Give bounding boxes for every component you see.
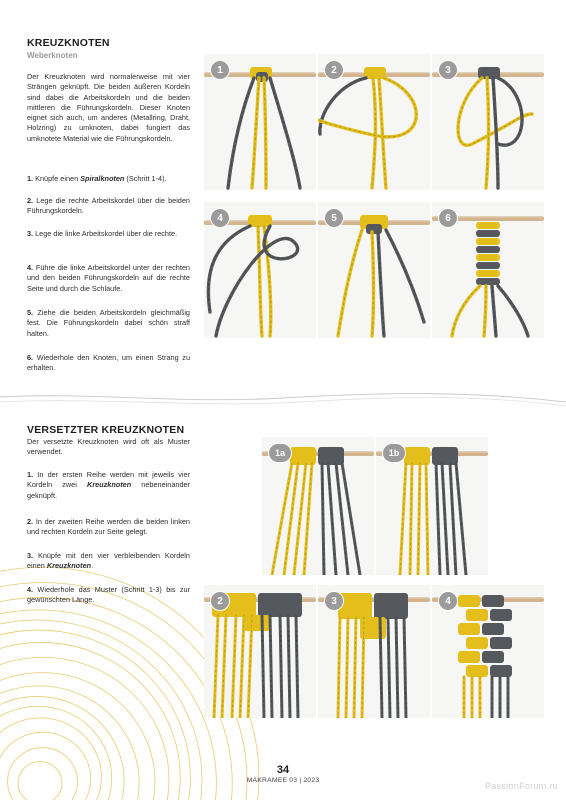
wavy-divider (0, 388, 566, 414)
step-badge-4: 4 (210, 208, 230, 228)
photo-step-5 (318, 202, 430, 338)
kreuzknoten-step-2: 2. Lege die rechte Arbeitskordel über die beiden Führungskordeln. (27, 196, 190, 216)
step-badge-v3: 3 (324, 591, 344, 611)
step-badge-5: 5 (324, 208, 344, 228)
page-number: 34 (276, 764, 290, 776)
kreuzknoten-step-6: 6. Wiederhole den Knoten, um einen Strang zu erhalten. (27, 353, 190, 373)
versetzter-step-1: 1. In der ersten Reihe werden mit jeweils vier Kordeln zwei Kreuzknoten nebeneinander geknüpft. (27, 470, 190, 500)
step-badge-v4: 4 (438, 591, 458, 611)
step-badge-3: 3 (438, 60, 458, 80)
photo-step-v3 (318, 585, 430, 718)
step-badge-v2: 2 (210, 591, 230, 611)
photo-step-2 (318, 54, 430, 190)
step-badge-1b: 1b (382, 443, 406, 463)
kreuzknoten-step-5: 5. Ziehe die beiden Arbeitskordeln gleichmäßig fest. Die Führungskordeln dabei schön straff halten. (27, 308, 190, 338)
photo-step-1a (262, 437, 374, 575)
photo-step-v4 (432, 585, 544, 718)
photo-step-v2 (204, 585, 316, 718)
photo-step-6 (432, 202, 544, 338)
versetzter-step-2: 2. In der zweiten Reihe werden die beiden linken und rechten Kordeln zur Seite gelegt. (27, 517, 190, 537)
step-badge-6: 6 (438, 208, 458, 228)
photo-step-3 (432, 54, 544, 190)
magazine-issue: MAKRAMEE 03 | 2023 (246, 777, 320, 784)
photo-step-1b (376, 437, 488, 575)
section-title-kreuzknoten: KREUZKNOTEN (27, 37, 110, 49)
kreuzknoten-step-1: 1. Knüpfe einen Spiralknoten (Schritt 1-4). (27, 174, 167, 183)
photo-step-1 (204, 54, 316, 190)
section-subtitle-weberknoten: Weberknoten (27, 51, 78, 60)
photo-step-4 (204, 202, 316, 338)
step-badge-2: 2 (324, 60, 344, 80)
watermark: PassionForum.ru (484, 781, 558, 791)
kreuzknoten-step-3: 3. Lege die linke Arbeitskordel über die rechte. (27, 229, 178, 238)
step-badge-1: 1 (210, 60, 230, 80)
kreuzknoten-step-4: 4. Führe die linke Arbeitskordel unter der rechten und den beiden Führungskordeln auf die rechte Seite und durch die Schlaufe. (27, 263, 190, 293)
section-title-versetzter-kreuzknoten: VERSETZTER KREUZKNOTEN (27, 424, 185, 436)
versetzter-step-3: 3. Knüpfe mit den vier verbleibenden Kordeln einen Kreuzknoten. (27, 551, 190, 571)
step-badge-1a: 1a (268, 443, 292, 463)
versetzter-intro: Der versetzte Kreuzknoten wird oft als Muster verwendet. (27, 437, 190, 457)
kreuzknoten-intro: Der Kreuzknoten wird normalerweise mit vier Strängen geknüpft. Die beiden äußeren Kordeln sind dabei die Arbeitskordeln und die beiden mittleren die Führungskordeln. Dieser Knoten eignet sich auch, um anderes (Metallring, Draht, Holzring) zu umknoten, dabei fungiert das umknotete Material wie die Führungskordeln. (27, 72, 190, 143)
versetzter-step-4: 4. Wiederhole das Muster (Schritt 1-3) bis zur gewünschten Länge. (27, 585, 190, 605)
